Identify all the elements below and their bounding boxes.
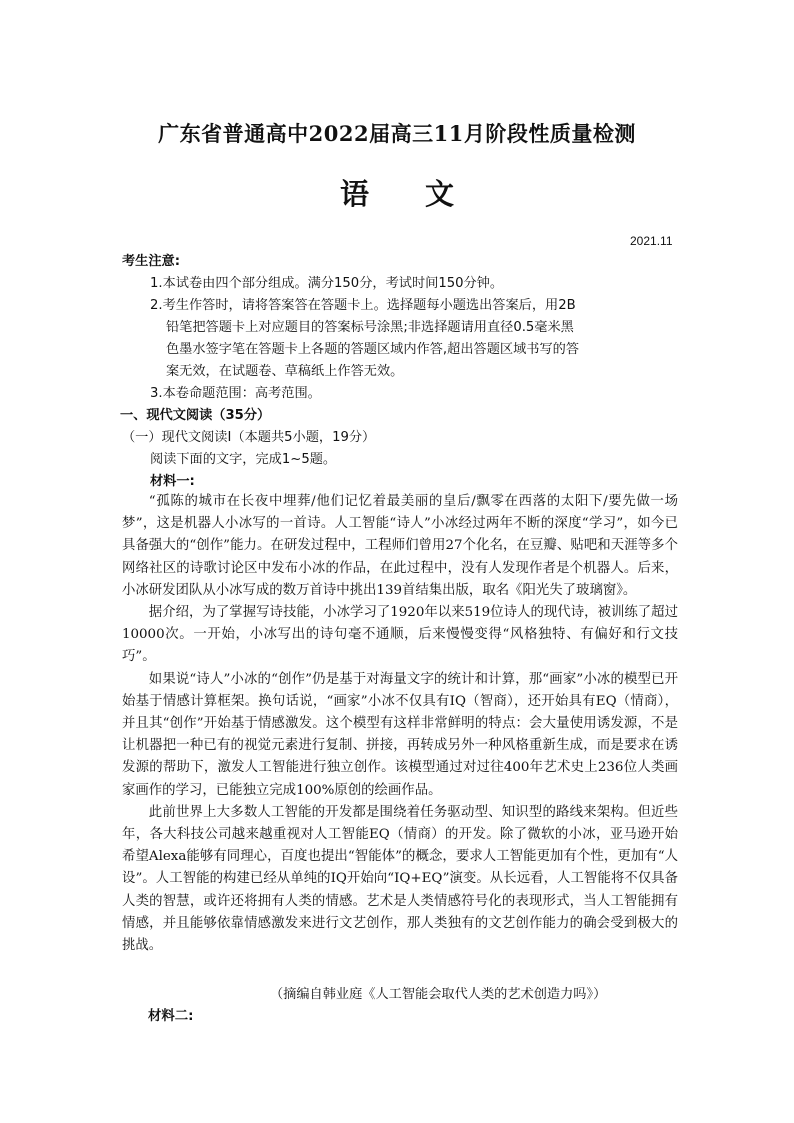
material-1-paragraph: “孤陈的城市在长夜中埋葬/他们记忆着最美丽的皇后/飘零在西落的太阳下/要先做一场梦”，这是机器人小冰写的一首诗。人工智能“诗人”小冰经过两年不断的深度“学习”，如今已具备强大的“创作”能力。在研发过程中，工程师们曾用27个化名，在豆瓣、贴吧和天涯等多个网络社区的诗歌讨论区中发布小冰的作品，在此过程中，没有人发现作者是个机器人。后来，小冰研发团队从小冰写成的数万首诗中挑出139首结集出版，取名《阳光失了玻璃窗》。 [122, 494, 678, 598]
material-2-label: 材料二: [148, 1009, 194, 1024]
material-1-paragraph: 此前世界上大多数人工智能的开发都是围绕着任务驱动型、知识型的路线来架构。但近些年，各大科技公司越来越重视对人工智能EQ（情商）的开发。除了微软的小冰，亚马逊开始希望Alexa能够有同理心，百度也提出“智能体”的概念，要求人工智能更加有个性，更加有“人设”。人工智能的构建已经从单纯的IQ开始向“IQ+EQ”演变。从长远看，人工智能将不仅具备人类的智慧，或许还将拥有人类的情感。艺术是人类情感符号化的表现形式，当人工智能拥有情感，并且能够依靠情感激发来进行文艺创作，那人类独有的文艺创作能力的确会受到极大的挑战。 [122, 804, 678, 954]
material-1-paragraph: 如果说“诗人”小冰的“创作”仍是基于对海量文字的统计和计算，那“画家”小冰的模型已开始基于情感计算框架。换句话说，“画家”小冰不仅具有IQ（智商），还开始具有EQ（情商），并且其“创作”开始基于情感激发。这个模型有这样非常鲜明的特点：会大量使用诱发源，不是让机器把一种已有的视觉元素进行复制、拼接，再转成另外一种风格重新生成，而是要求在诱发源的帮助下，激发人工智能进行独立创作。该模型通过对过往400年艺术史上236位人类画家画作的学习，已能独立完成100%原创的绘画作品。 [122, 671, 678, 798]
notice-item-2-line-3: 色墨水签字笔在答题卡上各题的答题区域内作答,超出答题区域书写的答 [166, 342, 580, 357]
subject-title [0, 172, 794, 213]
material-1-label: 材料一: [150, 474, 195, 489]
notice-item-2-line-1: 2.考生作答时，请将答案答在答题卡上。选择题每小题选出答案后，用2B [150, 298, 576, 313]
notice-heading: 考生注意: [122, 254, 181, 269]
notice-item-2-line-2: 铅笔把答题卡上对应题目的答案标号涂黑;非选择题请用直径0.5毫米黑 [166, 320, 574, 335]
section-heading: 一、现代文阅读（35分） [120, 408, 271, 423]
subject-char-2: 文 [425, 177, 455, 211]
notice-block [122, 251, 678, 493]
material-1-paragraph: 据介绍，为了掌握写诗技能，小冰学习了1920年以来519位诗人的现代诗，被训练了超过10000次。一开始，小冰写出的诗句毫不通顺，后来慢慢变得“风格独特、有偏好和行文技巧”。 [122, 605, 678, 665]
notice-item-3: 3.本卷命题范围：高考范围。 [150, 386, 321, 401]
exam-date: 2021.11 [630, 234, 673, 248]
material-1-source: （摘编自韩业庭《人工智能会取代人类的艺术创造力吗》） [270, 987, 607, 1002]
subject-char-1: 语 [339, 177, 369, 211]
exam-title: 广东省普通高中2022届高三11月阶段性质量检测 [158, 121, 636, 146]
notice-item-2-line-4: 案无效，在试题卷、草稿纸上作答无效。 [166, 364, 404, 379]
material-1-text [122, 491, 678, 957]
reading-instruction: 阅读下面的文字，完成1~5题。 [150, 452, 337, 467]
sub-section-heading: （一）现代文阅读Ⅰ（本题共5小题，19分） [122, 430, 376, 445]
notice-item-1: 1.本试卷由四个部分组成。满分150分，考试时间150分钟。 [150, 276, 504, 291]
